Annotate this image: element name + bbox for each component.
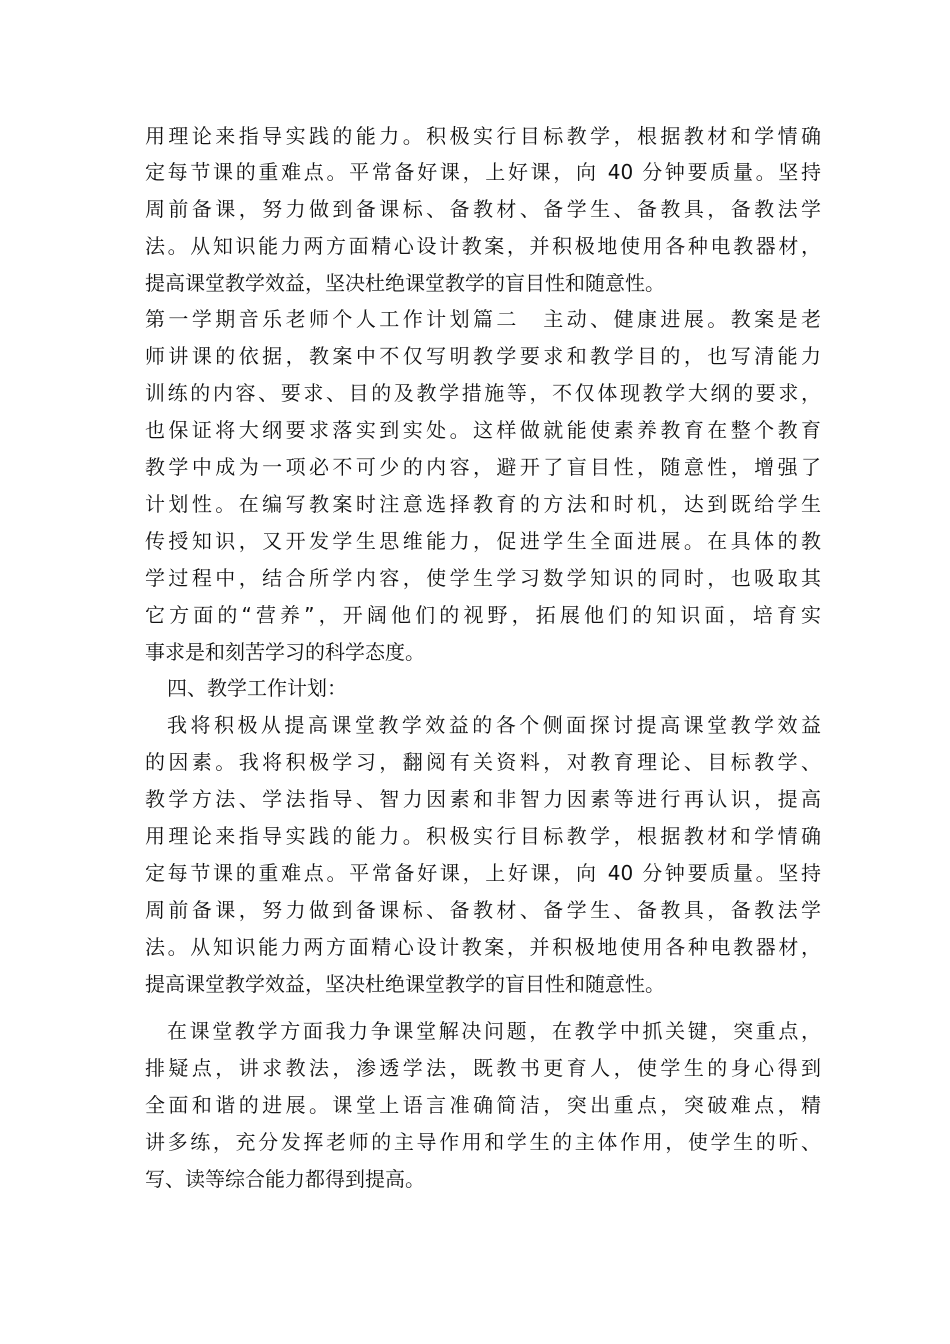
text-line: 学过程中，结合所学内容，使学生学习数学知识的同时，也吸取其	[145, 566, 821, 590]
text-line: 周前备课，努力做到备课标、备教材、备学生、备教具，备教法学	[145, 898, 821, 922]
text-line: 计划性。在编写教案时注意选择教育的方法和时机，达到既给学生	[145, 492, 821, 516]
text-line: 它方面的“营养”，开阔他们的视野，拓展他们的知识面，培育实	[145, 603, 821, 627]
text-line: 全面和谐的进展。课堂上语言准确简洁，突出重点，突破难点，精	[145, 1093, 821, 1117]
section-heading-line: 第一学期音乐老师个人工作计划篇二 主动、健康进展。教案是老	[145, 307, 821, 331]
text-line: 的因素。我将积极学习，翻阅有关资料，对教育理论、目标教学、	[145, 750, 821, 774]
subheading: 四、教学工作计划：	[167, 676, 347, 700]
text-line: 教学方法、学法指导、智力因素和非智力因素等进行再认识，提高	[145, 787, 821, 811]
text-line: 事求是和刻苦学习的科学态度。	[145, 640, 425, 664]
text-line: 法。从知识能力两方面精心设计教案，并积极地使用各种电教器材，	[145, 234, 821, 258]
text-line: 提高课堂教学效益，坚决杜绝课堂教学的盲目性和随意性。	[145, 271, 665, 295]
text-line: 训练的内容、要求、目的及教学措施等，不仅体现教学大纲的要求，	[145, 381, 821, 405]
text-line: 也保证将大纲要求落实到实处。这样做就能使素养教育在整个教育	[145, 418, 821, 442]
text-line: 讲多练，充分发挥老师的主导作用和学生的主体作用，使学生的听、	[145, 1130, 821, 1154]
text-line: 在课堂教学方面我力争课堂解决问题，在教学中抓关键，突重点，	[167, 1019, 821, 1043]
text-line: 提高课堂教学效益，坚决杜绝课堂教学的盲目性和随意性。	[145, 972, 665, 996]
text-line: 定每节课的重难点。平常备好课，上好课，向 40 分钟要质量。坚持	[145, 861, 821, 885]
text-line: 排疑点，讲求教法，渗透学法，既教书更育人，使学生的身心得到	[145, 1056, 821, 1080]
text-line: 用理论来指导实践的能力。积极实行目标教学，根据教材和学情确	[145, 124, 821, 148]
text-line: 定每节课的重难点。平常备好课，上好课，向 40 分钟要质量。坚持	[145, 160, 821, 184]
text-line: 法。从知识能力两方面精心设计教案，并积极地使用各种电教器材，	[145, 935, 821, 959]
text-line: 教学中成为一项必不可少的内容，避开了盲目性，随意性，增强了	[145, 455, 821, 479]
text-line: 写、读等综合能力都得到提高。	[145, 1167, 425, 1191]
text-line: 我将积极从提高课堂教学效益的各个侧面探讨提高课堂教学效益	[167, 713, 821, 737]
text-line: 周前备课，努力做到备课标、备教材、备学生、备教具，备教法学	[145, 197, 821, 221]
text-line: 用理论来指导实践的能力。积极实行目标教学，根据教材和学情确	[145, 824, 821, 848]
text-line: 传授知识，又开发学生思维能力，促进学生全面进展。在具体的教	[145, 529, 821, 553]
text-line: 师讲课的依据，教案中不仅写明教学要求和教学目的，也写清能力	[145, 344, 821, 368]
